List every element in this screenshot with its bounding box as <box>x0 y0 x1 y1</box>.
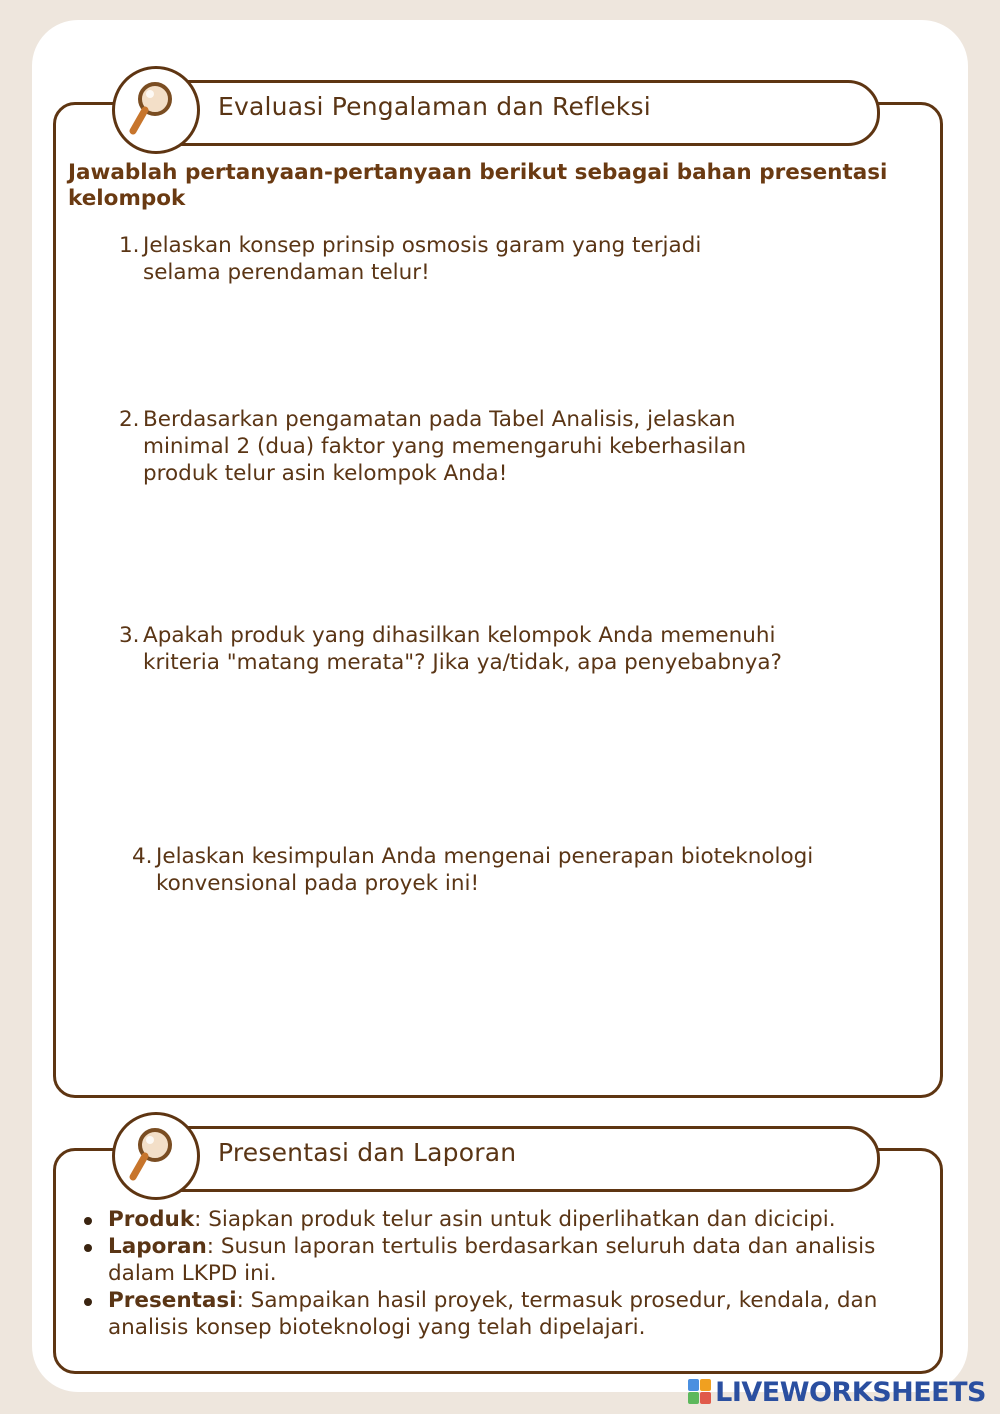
question-4-text: Jelaskan kesimpulan Anda mengenai penerapan bioteknologi konvensional pada proyek ini! <box>156 844 814 896</box>
bullet-icon <box>84 1298 92 1306</box>
bullet-icon <box>84 1217 92 1225</box>
question-2-text: Berdasarkan pengamatan pada Tabel Analisis, jelaskan minimal 2 (dua) faktor yang memengaruhi keberhasilan produk telur asin kelompok Anda! <box>143 407 747 486</box>
presentation-section-title: Presentasi dan Laporan <box>218 1138 517 1167</box>
question-3-number: 3. <box>119 623 140 648</box>
item-label: Produk <box>108 1207 195 1232</box>
liveworksheets-logo-icon <box>688 1379 712 1405</box>
liveworksheets-text: LIVEWORKSHEETS <box>715 1376 986 1408</box>
list-item <box>78 1206 918 1233</box>
item-text: : Susun laporan tertulis berdasarkan seluruh data dan analisis dalam LKPD ini. <box>108 1234 876 1286</box>
magnifier-icon <box>112 1112 200 1200</box>
evaluation-section-title: Evaluasi Pengalaman dan Refleksi <box>218 92 651 121</box>
list-item <box>78 1287 918 1341</box>
instruction-text: Jawablah pertanyaan-pertanyaan berikut sebagai bahan presentasi kelompok <box>68 160 888 211</box>
question-1-number: 1. <box>119 233 140 258</box>
item-text: : Sampaikan hasil proyek, termasuk prosedur, kendala, dan analisis konsep bioteknologi yang telah dipelajari. <box>108 1288 878 1340</box>
bullet-icon <box>84 1244 92 1252</box>
item-text: : Siapkan produk telur asin untuk diperlihatkan dan dicicipi. <box>194 1207 836 1232</box>
item-label: Laporan <box>108 1234 207 1259</box>
item-label: Presentasi <box>108 1288 237 1313</box>
presentation-list <box>78 1206 918 1341</box>
question-1-text: Jelaskan konsep prinsip osmosis garam yang terjadi selama perendaman telur! <box>143 233 702 285</box>
magnifier-icon <box>112 66 200 154</box>
question-2-number: 2. <box>119 407 140 432</box>
question-4-number: 4. <box>132 844 153 869</box>
question-3-text: Apakah produk yang dihasilkan kelompok Anda memenuhi kriteria "matang merata"? Jika ya/tidak, apa penyebabnya? <box>143 623 782 675</box>
liveworksheets-logo[interactable] <box>688 1374 986 1410</box>
list-item <box>78 1233 918 1287</box>
